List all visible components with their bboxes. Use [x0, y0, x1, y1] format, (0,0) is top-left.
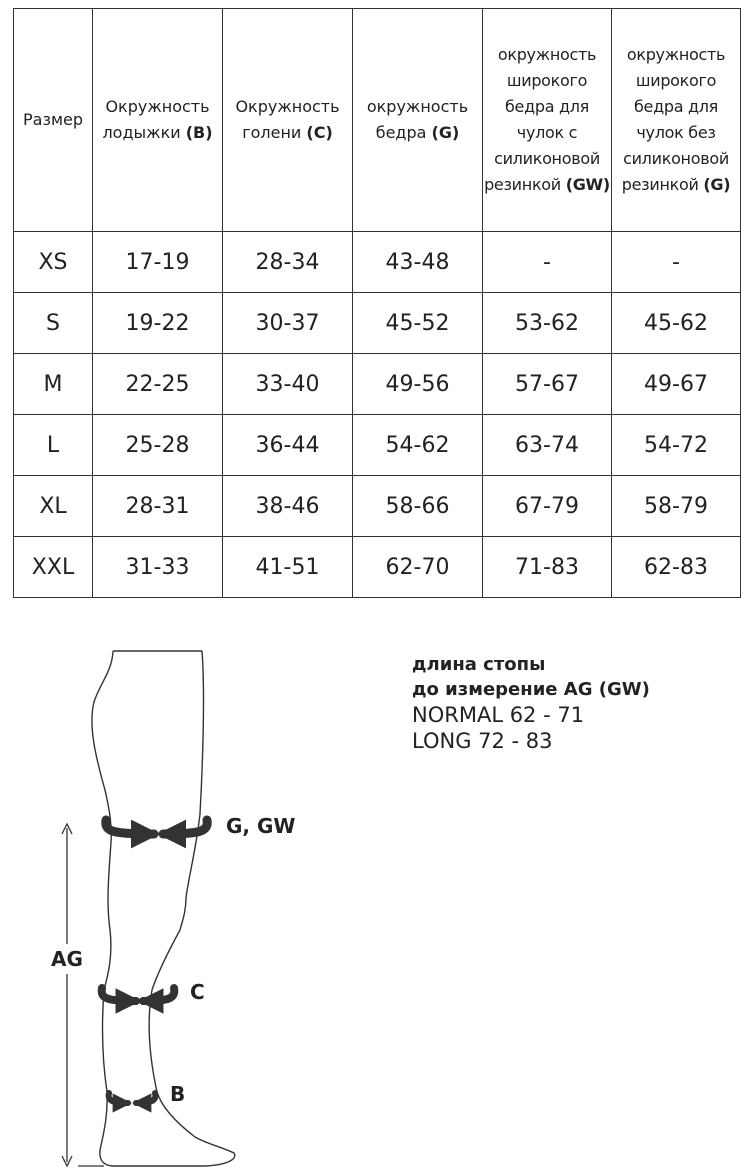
table-cell: S	[14, 293, 93, 354]
table-cell: 45-62	[612, 293, 741, 354]
table-cell: 67-79	[483, 476, 612, 537]
table-cell: 33-40	[223, 354, 353, 415]
table-cell: 28-34	[223, 232, 353, 293]
table-cell: L	[14, 415, 93, 476]
table-row	[14, 293, 741, 354]
table-cell: 49-67	[612, 354, 741, 415]
table-cell: 45-52	[353, 293, 483, 354]
table-cell: 62-70	[353, 537, 483, 598]
header-thigh: окружность бедра (G)	[353, 9, 483, 232]
table-cell: -	[612, 232, 741, 293]
leg-measurement-diagram	[0, 620, 320, 1175]
label-b: B	[170, 1082, 186, 1106]
header-calf: Окружность голени (C)	[223, 9, 353, 232]
ag-dimension-line	[62, 824, 104, 1166]
table-cell: 58-79	[612, 476, 741, 537]
table-cell: 49-56	[353, 354, 483, 415]
label-ag: AG	[51, 947, 83, 971]
leg-outline	[92, 651, 235, 1166]
label-c: C	[190, 980, 205, 1004]
table-row	[14, 537, 741, 598]
table-cell: 19-22	[93, 293, 223, 354]
table-cell: 38-46	[223, 476, 353, 537]
table-cell: 25-28	[93, 415, 223, 476]
table-cell: 54-62	[353, 415, 483, 476]
header-size: Размер	[14, 9, 93, 232]
size-table	[13, 8, 741, 598]
table-cell: 57-67	[483, 354, 612, 415]
table-cell: M	[14, 354, 93, 415]
foot-length-info	[412, 652, 650, 754]
table-cell: 62-83	[612, 537, 741, 598]
table-row	[14, 354, 741, 415]
table-cell: 58-66	[353, 476, 483, 537]
table-cell: 71-83	[483, 537, 612, 598]
calf-arrows	[102, 988, 175, 1001]
table-cell: 41-51	[223, 537, 353, 598]
table-row	[14, 476, 741, 537]
table-cell: 43-48	[353, 232, 483, 293]
table-header-row	[14, 9, 741, 232]
header-wide-thigh-no-silicone: окружность широкого бедра для чулок без силиконовой резинкой (G)	[612, 9, 741, 232]
thigh-arrows	[106, 820, 207, 834]
label-g-gw: G, GW	[226, 814, 296, 838]
ankle-arrows	[109, 1093, 156, 1103]
table-cell: XXL	[14, 537, 93, 598]
foot-length-title-2: до измерение AG (GW)	[412, 679, 650, 700]
table-cell: 36-44	[223, 415, 353, 476]
foot-length-title-1: длина стопы	[412, 654, 546, 675]
table-cell: XS	[14, 232, 93, 293]
table-row	[14, 232, 741, 293]
header-wide-thigh-silicone: окружность широкого бедра для чулок с силиконовой резинкой (GW)	[483, 9, 612, 232]
table-row	[14, 415, 741, 476]
table-cell: 54-72	[612, 415, 741, 476]
table-cell: 30-37	[223, 293, 353, 354]
length-option-normal: NORMAL 62 - 71	[412, 703, 585, 727]
table-cell: 63-74	[483, 415, 612, 476]
table-cell: 31-33	[93, 537, 223, 598]
table-cell: 53-62	[483, 293, 612, 354]
table-cell: 28-31	[93, 476, 223, 537]
length-option-long: LONG 72 - 83	[412, 729, 553, 753]
table-cell: 22-25	[93, 354, 223, 415]
table-cell: -	[483, 232, 612, 293]
table-cell: 17-19	[93, 232, 223, 293]
header-ankle: Окружность лодыжки (B)	[93, 9, 223, 232]
table-cell: XL	[14, 476, 93, 537]
